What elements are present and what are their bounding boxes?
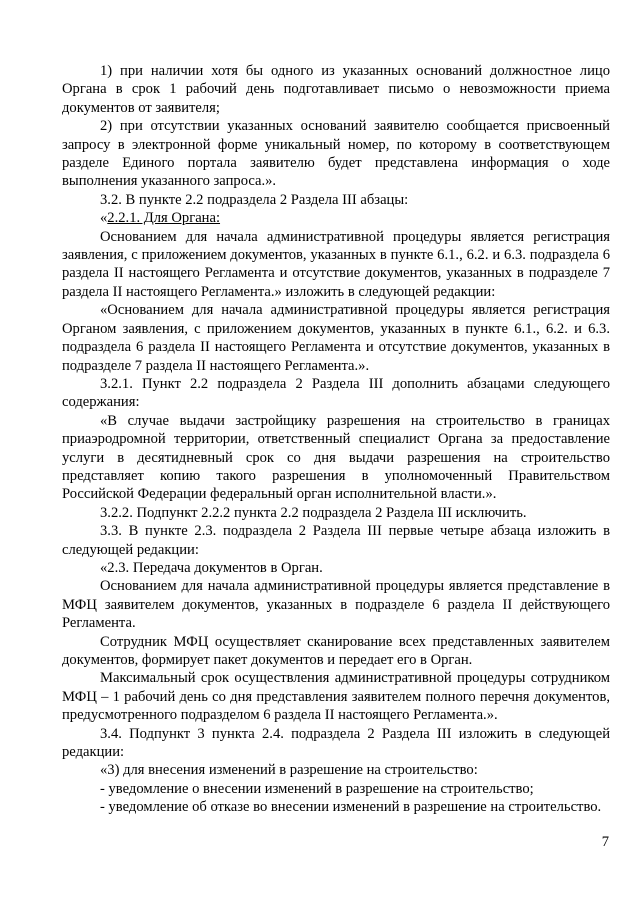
document-page [62,62,610,817]
paragraph-1: 1) при наличии хотя бы одного из указанных оснований должностное лицо Органа в срок 1 рабочий день подготавливает письмо о невозможности приема документов от заявителя; [62,63,610,116]
quote-mark: « [100,210,108,227]
paragraph-8: «В случае выдачи застройщику разрешения на строительство в границах приаэродромной территории, ответственный специалист Органа за предоставление услуги в десятидневный срок со дня выдачи разрешения на строительство представляет копию такого разрешения в уполномоченный Правительством Российской Федерации федеральный орган исполнительной власти.». [62,412,610,503]
paragraph-10: 3.3. В пункте 2.3. подраздела 2 Раздела III первые четыре абзаца изложить в следующей редакции: [62,523,610,558]
paragraph-9: 3.2.2. Подпункт 2.2.2 пункта 2.2 подраздела 2 Раздела III исключить. [100,504,527,521]
paragraph-5: Основанием для начала административной процедуры является регистрация заявления, с приложением документов, указанных в пункте 6.1., 6.2. и 6.3. подраздела 6 раздела II настоящего Регламента и отсутствие документов, указанных в подразделе 7 раздела II настоящего Регламента.» изложить в следующей редакции: [62,228,610,300]
paragraph-17: - уведомление о внесении изменений в разрешение на строительство; [100,780,534,797]
page-number: 7 [601,834,609,850]
paragraph-14: Максимальный срок осуществления административной процедуры сотрудником МФЦ – 1 рабочий день со дня представления заявителем полного перечня документов, предусмотренного подразделом 6 раздела II настоящего Регламента.». [62,670,610,724]
paragraph-12: Основанием для начала административной процедуры является представление в МФЦ заявителем документов, указанных в подразделе 6 раздела II действующего Регламента. [62,578,610,632]
paragraph-7: 3.2.1. Пункт 2.2 подраздела 2 Раздела III дополнить абзацами следующего содержания: [62,375,610,411]
paragraph-15: 3.4. Подпункт 3 пункта 2.4. подраздела 2 Раздела III изложить в следующей редакции: [62,725,610,761]
paragraph-3: 3.2. В пункте 2.2 подраздела 2 Раздела III абзацы: [100,191,409,208]
paragraph-18: - уведомление об отказе во внесении изменений в разрешение на строительство. [100,799,602,816]
paragraph-4 [62,209,610,227]
paragraph-6: «Основанием для начала административной процедуры является регистрация Органом заявления, с приложением документов, указанных в пункте 6.1., 6.2. и 6.3. подраздела 6 раздела II настоящего Регламента и отсутствие документов, указанных в подразделе 7 раздела II настоящего Регламента.». [62,302,610,374]
paragraph-16: «3) для внесения изменений в разрешение на строительство: [100,762,478,779]
paragraph-11: «2.3. Передача документов в Орган. [100,559,323,576]
underlined-heading: 2.2.1. Для Органа: [107,210,221,227]
paragraph-2: 2) при отсутствии указанных оснований заявителю сообщается присвоенный запросу в электронной форме уникальный номер, по которому в соответствующем разделе Единого портала заявителю будет представлена информация о ходе выполнения указанного запроса.». [62,118,610,190]
paragraph-13: Сотрудник МФЦ осуществляет сканирование всех представленных заявителем документов, формирует пакет документов и передает его в Орган. [62,633,610,668]
